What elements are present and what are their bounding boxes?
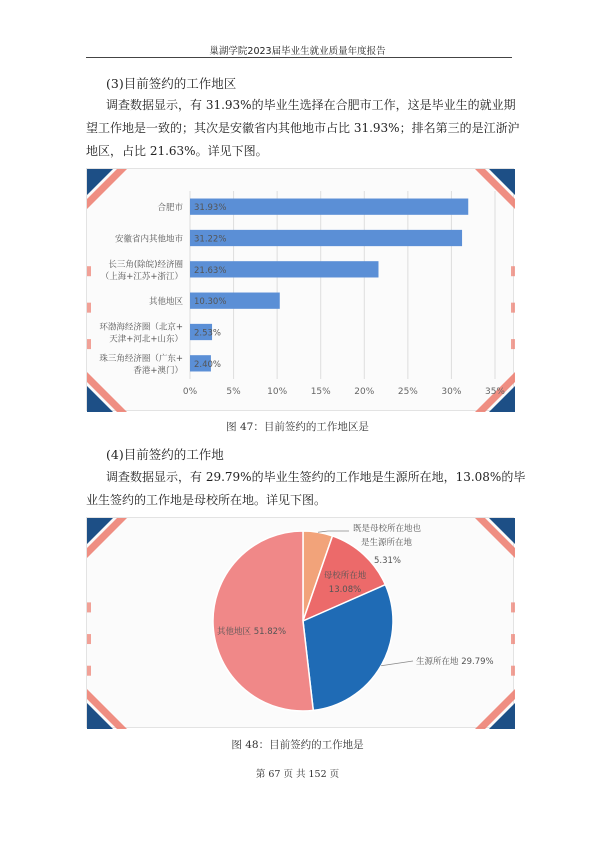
pie-chart-frame [86, 517, 514, 728]
y-category-label: 其他地区 [148, 297, 183, 308]
page-number: 第 67 页 共 152 页 [255, 769, 340, 780]
section-heading-work-location: (4)目前签约的工作地 [106, 447, 224, 462]
leader-line [381, 661, 413, 666]
edge-dash [511, 266, 515, 276]
x-tick-label: 20% [354, 387, 375, 397]
y-category-label: （上海+江苏+浙江） [100, 271, 183, 282]
bar-chart [87, 169, 515, 412]
report-header-title: 巢湖学院2023届毕业生就业质量年度报告 [209, 46, 386, 57]
header-divider [86, 57, 512, 58]
bar-chart-frame [86, 168, 514, 411]
paragraph-line: 望工作地是一致的；其次是安徽省内其他地市占比 31.93%；排名第三的是江浙沪 [86, 121, 520, 135]
data-label: 31.22% [194, 234, 227, 245]
pie-label: 其他地区 51.82% [217, 627, 287, 637]
edge-dash [87, 666, 91, 676]
edge-dash [87, 602, 91, 612]
leader-line [318, 531, 349, 532]
paragraph-line: 调查数据显示，有 31.93%的毕业生选择在合肥市工作，这是毕业生的就业期 [106, 98, 516, 112]
pie-label: 5.31% [374, 556, 402, 566]
y-category-label: 珠三角经济圈（广东+ [99, 353, 183, 364]
y-category-label: 安徽省内其他地市 [114, 234, 183, 245]
edge-dash [511, 666, 515, 676]
pie-label: 是生源所在地 [361, 538, 413, 548]
x-tick-label: 0% [182, 387, 198, 397]
y-category-label: 长三角(除皖)经济圈 [108, 259, 183, 270]
x-tick-label: 15% [310, 387, 331, 397]
paragraph-line: 调查数据显示，有 29.79%的毕业生签约的工作地是生源所在地，13.08%的毕 [106, 470, 526, 484]
y-category-label: 环渤海经济圈（北京+ [99, 322, 183, 333]
figure-caption-47: 图 47：目前签约的工作地区是 [226, 421, 369, 433]
paragraph-line: 业生签约的工作地是母校所在地。详见下图。 [86, 493, 327, 507]
edge-dash [87, 339, 91, 349]
pie-label: 母校所在地 [323, 571, 367, 581]
pie-slice [213, 531, 313, 711]
pie-label: 13.08% [328, 585, 362, 595]
data-label: 2.40% [194, 359, 222, 370]
x-tick-label: 30% [441, 387, 462, 397]
x-tick-label: 10% [267, 387, 288, 397]
bar [190, 230, 462, 246]
x-tick-label: 5% [226, 387, 241, 397]
figure-caption-48: 图 48：目前签约的工作地是 [231, 739, 364, 751]
y-category-label: 香港+澳门） [133, 365, 183, 376]
bar [190, 199, 468, 215]
data-label: 21.63% [194, 265, 227, 276]
edge-dash [87, 303, 91, 313]
paragraph-line: 地区，占比 21.63%。详见下图。 [86, 144, 268, 158]
edge-dash [87, 634, 91, 644]
x-tick-label: 25% [397, 387, 418, 397]
edge-dash [511, 303, 515, 313]
edge-dash [511, 339, 515, 349]
y-category-label: 天津+河北+山东） [109, 334, 183, 345]
edge-dash [511, 602, 515, 612]
edge-dash [511, 634, 515, 644]
edge-dash [87, 266, 91, 276]
y-category-label: 合肥市 [157, 203, 183, 214]
section-heading-work-region: (3)目前签约的工作地区 [106, 76, 237, 91]
pie-chart [87, 518, 515, 729]
pie-label: 既是母校所在地也 [353, 524, 422, 534]
pie-label: 生源所在地 29.79% [416, 657, 494, 667]
data-label: 2.53% [194, 328, 222, 339]
data-label: 31.93% [194, 203, 227, 214]
x-tick-label: 35% [484, 387, 506, 397]
data-label: 10.30% [194, 297, 227, 308]
